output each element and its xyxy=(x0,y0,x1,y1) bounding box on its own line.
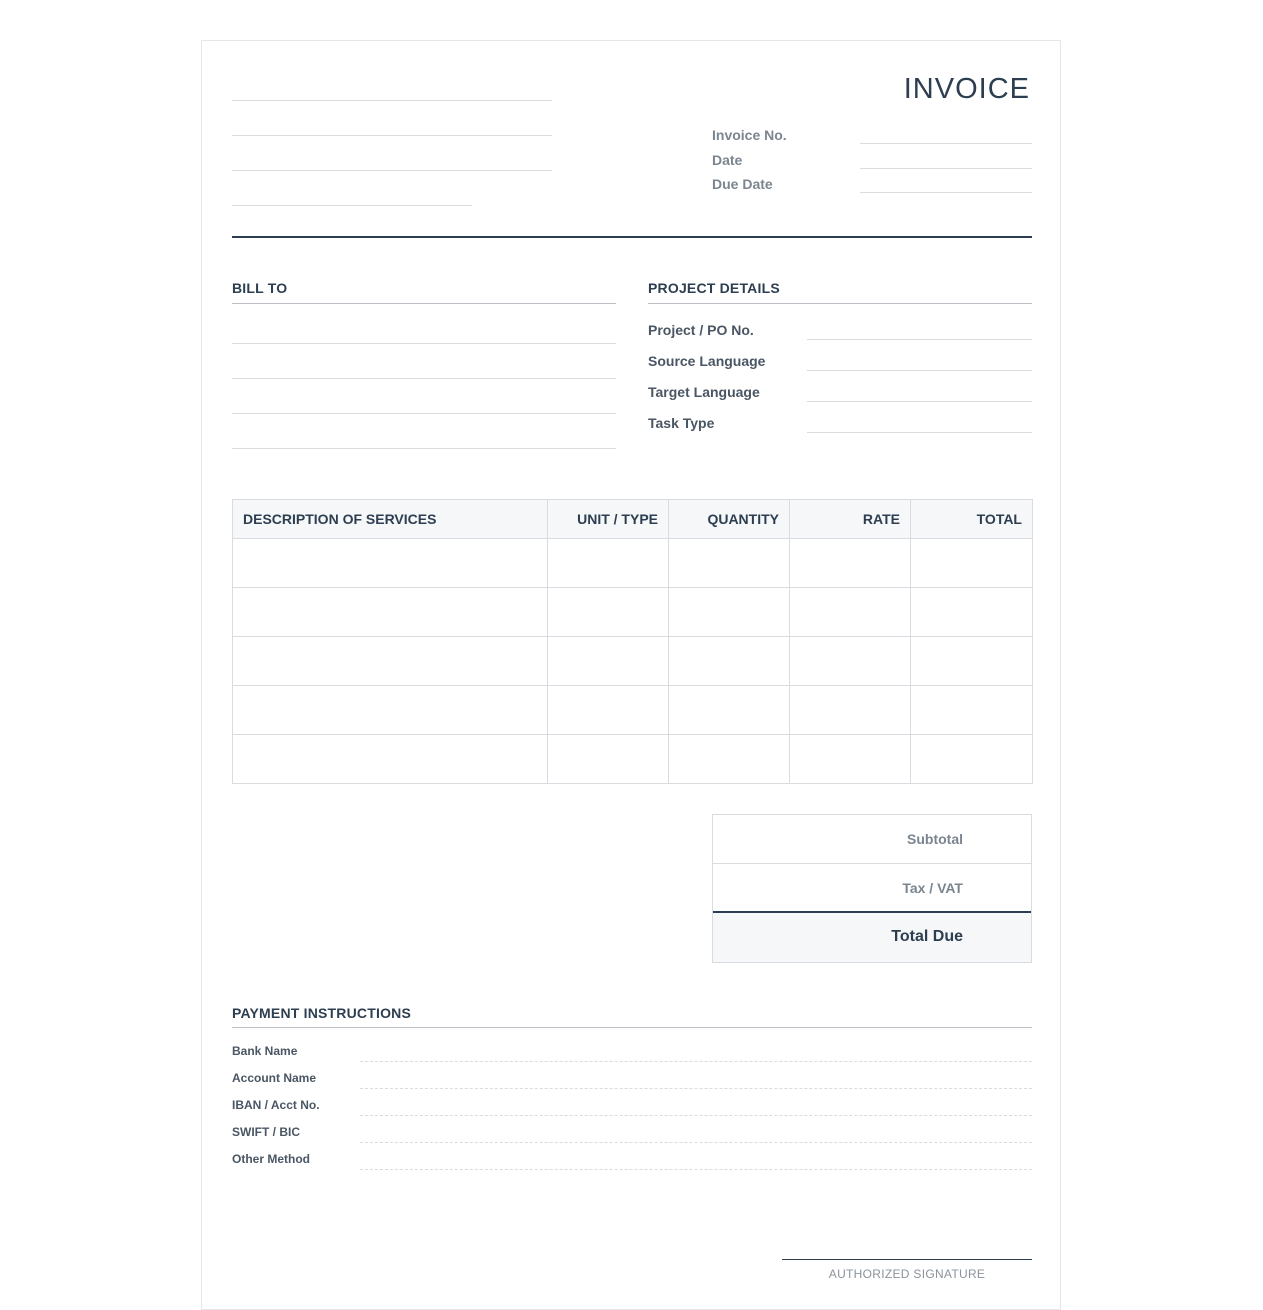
account-name-label: Account Name xyxy=(232,1071,317,1085)
table-cell[interactable] xyxy=(548,588,669,637)
table-cell[interactable] xyxy=(548,735,669,784)
payment-rule xyxy=(232,1027,1032,1028)
table-cell[interactable] xyxy=(911,539,1033,588)
table-row xyxy=(233,588,1033,637)
table-cell[interactable] xyxy=(790,539,911,588)
subtotal-label: Subtotal xyxy=(907,831,963,847)
col-quantity: QUANTITY xyxy=(669,500,790,539)
bank-name-field[interactable] xyxy=(360,1061,1032,1062)
bill-to-rule xyxy=(232,303,616,304)
table-row xyxy=(233,686,1033,735)
col-description: DESCRIPTION OF SERVICES xyxy=(233,500,548,539)
due-date-field[interactable] xyxy=(860,192,1032,193)
project-po-label: Project / PO No. xyxy=(648,322,754,338)
services-table xyxy=(232,499,1033,784)
col-total: TOTAL xyxy=(911,500,1033,539)
table-cell[interactable] xyxy=(790,637,911,686)
target-language-label: Target Language xyxy=(648,384,760,400)
table-cell[interactable] xyxy=(233,539,548,588)
table-row xyxy=(233,735,1033,784)
col-rate: RATE xyxy=(790,500,911,539)
col-unit-type: UNIT / TYPE xyxy=(548,500,669,539)
invoice-title: INVOICE xyxy=(903,73,1030,105)
task-type-field[interactable] xyxy=(807,432,1032,433)
table-cell[interactable] xyxy=(669,588,790,637)
table-cell[interactable] xyxy=(548,686,669,735)
bill-to-line-3[interactable] xyxy=(232,413,616,414)
table-header-row xyxy=(233,500,1033,539)
payment-heading: PAYMENT INSTRUCTIONS xyxy=(232,1005,412,1021)
table-cell[interactable] xyxy=(790,735,911,784)
table-cell[interactable] xyxy=(233,686,548,735)
subtotal-row[interactable] xyxy=(713,815,1031,864)
table-cell[interactable] xyxy=(790,686,911,735)
totals-box xyxy=(712,814,1032,963)
total-due-label: Total Due xyxy=(891,928,963,945)
project-details-heading: PROJECT DETAILS xyxy=(648,280,780,296)
swift-label: SWIFT / BIC xyxy=(232,1125,300,1139)
signature-label: AUTHORIZED SIGNATURE xyxy=(828,1267,986,1281)
bill-to-heading: BILL TO xyxy=(232,280,288,296)
task-type-label: Task Type xyxy=(648,415,715,431)
sender-line-1[interactable] xyxy=(232,100,552,101)
header-divider xyxy=(232,236,1032,238)
project-po-field[interactable] xyxy=(807,339,1032,340)
sender-line-4[interactable] xyxy=(232,205,472,206)
bank-name-label: Bank Name xyxy=(232,1044,298,1058)
swift-field[interactable] xyxy=(360,1142,1032,1143)
table-row xyxy=(233,637,1033,686)
signature-line[interactable] xyxy=(782,1259,1032,1260)
tax-label: Tax / VAT xyxy=(902,880,963,896)
table-cell[interactable] xyxy=(911,735,1033,784)
account-name-field[interactable] xyxy=(360,1088,1032,1089)
iban-label: IBAN / Acct No. xyxy=(232,1098,320,1112)
table-row xyxy=(233,539,1033,588)
bill-to-line-1[interactable] xyxy=(232,343,616,344)
bill-to-line-4[interactable] xyxy=(232,448,616,449)
due-date-label: Due Date xyxy=(712,176,773,192)
source-language-field[interactable] xyxy=(807,370,1032,371)
date-label: Date xyxy=(712,152,743,168)
table-cell[interactable] xyxy=(911,637,1033,686)
table-cell[interactable] xyxy=(669,686,790,735)
table-cell[interactable] xyxy=(669,735,790,784)
table-cell[interactable] xyxy=(790,588,911,637)
other-method-label: Other Method xyxy=(232,1152,310,1166)
table-cell[interactable] xyxy=(911,588,1033,637)
table-cell[interactable] xyxy=(669,539,790,588)
source-language-label: Source Language xyxy=(648,353,766,369)
table-cell[interactable] xyxy=(548,539,669,588)
invoice-no-field[interactable] xyxy=(860,143,1032,144)
tax-row[interactable] xyxy=(713,864,1031,913)
invoice-no-label: Invoice No. xyxy=(712,127,787,143)
project-details-rule xyxy=(648,303,1032,304)
target-language-field[interactable] xyxy=(807,401,1032,402)
sender-line-3[interactable] xyxy=(232,170,552,171)
other-method-field[interactable] xyxy=(360,1169,1032,1170)
bill-to-line-2[interactable] xyxy=(232,378,616,379)
iban-field[interactable] xyxy=(360,1115,1032,1116)
date-field[interactable] xyxy=(860,168,1032,169)
total-due-row[interactable] xyxy=(713,913,1031,962)
sender-line-2[interactable] xyxy=(232,135,552,136)
table-cell[interactable] xyxy=(669,637,790,686)
table-cell[interactable] xyxy=(233,735,548,784)
table-body xyxy=(233,539,1033,784)
invoice-page xyxy=(201,40,1061,1310)
table-cell[interactable] xyxy=(548,637,669,686)
table-cell[interactable] xyxy=(911,686,1033,735)
table-cell[interactable] xyxy=(233,588,548,637)
table-cell[interactable] xyxy=(233,637,548,686)
